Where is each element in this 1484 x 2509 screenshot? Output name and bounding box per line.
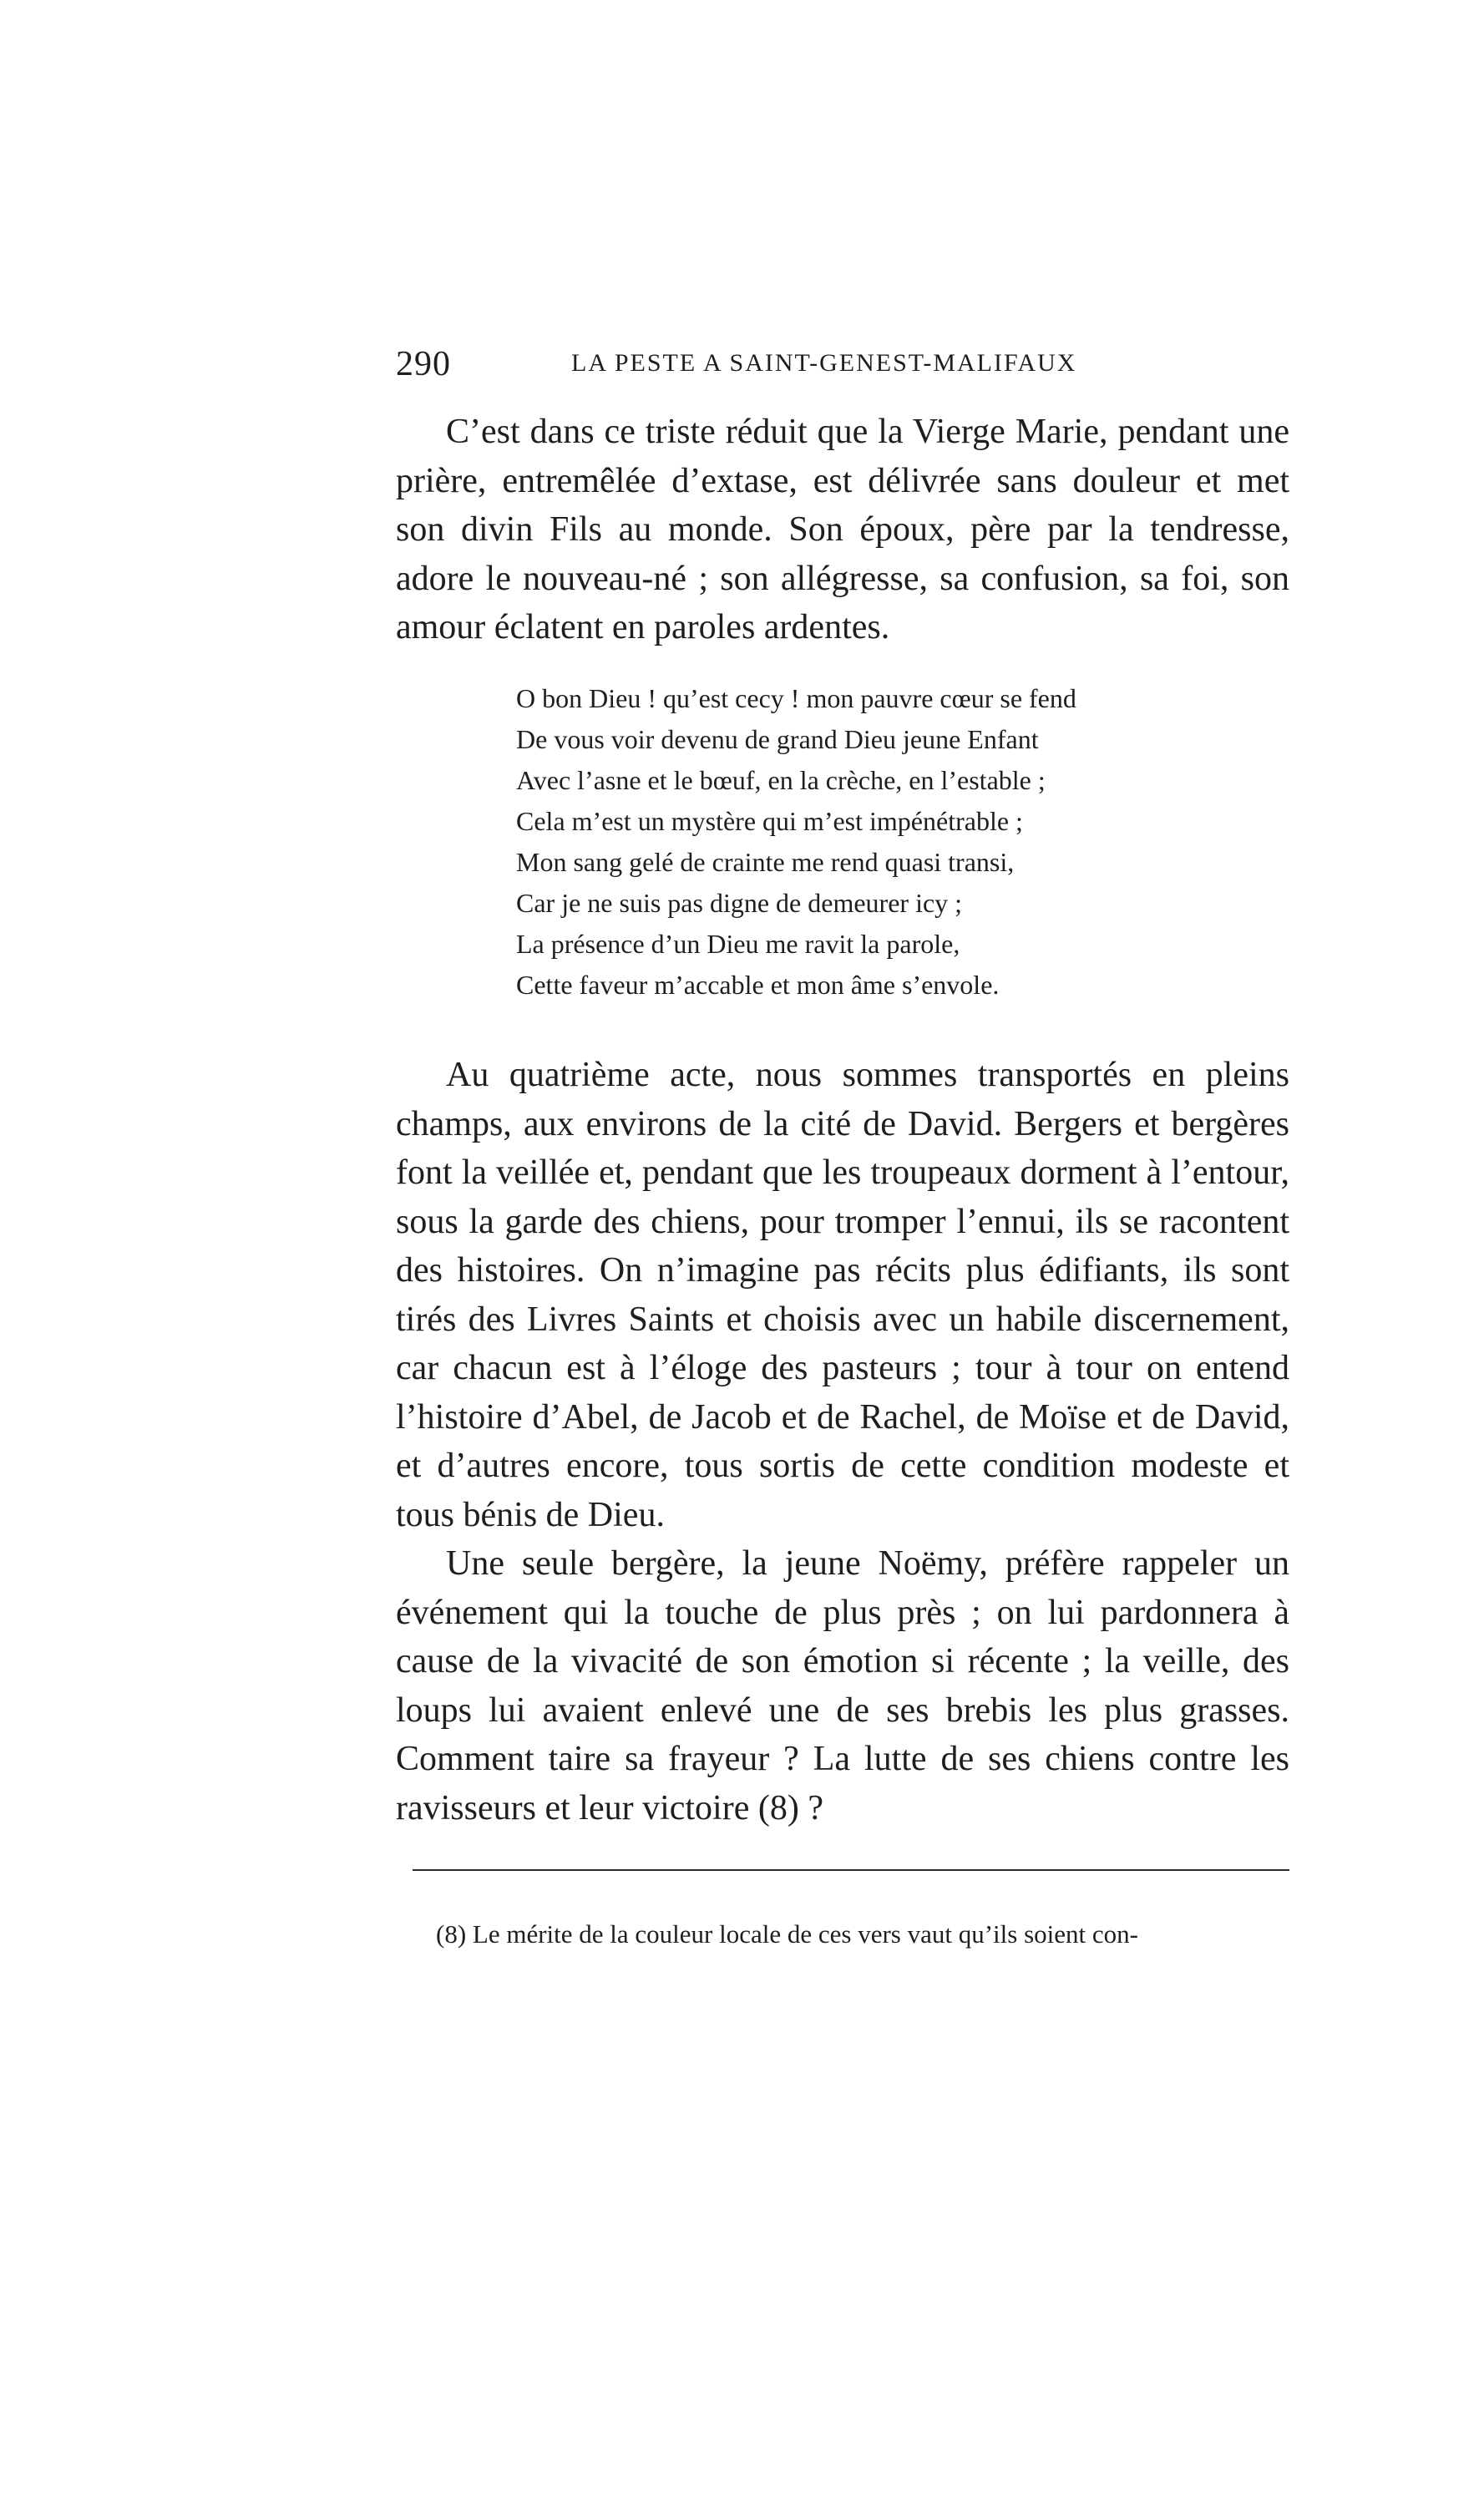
verse-line: Cette faveur m’accable et mon âme s’envole. <box>516 970 1000 1000</box>
verse-line: Car je ne suis pas digne de demeurer icy ; <box>516 888 963 918</box>
verse-line: Mon sang gelé de crainte me rend quasi transi, <box>516 847 1015 877</box>
paragraph: Au quatrième acte, nous sommes transportés en pleins champs, aux environs de la cité de David. Bergers et bergères font la veillée et, pendant que les troupeaux dorment à l’entour, sous la garde des chiens, pour tromper l’ennui, ils se racontent des histoires. On n’imagine pas récits plus édifiants, ils sont tirés des Livres Saints et choisis avec un habile discernement, car chacun est à l’éloge des pasteurs ; tour à tour on entend l’histoire d’Abel, de Jacob et de Rachel, de Moïse et de David, et d’autres encore, tous sortis de cette condition modeste et tous bénis de Dieu. <box>396 1056 1289 1534</box>
paragraph-block-bottom <box>396 1051 1289 1832</box>
verse-quotation <box>516 678 1268 1006</box>
page-number: 290 <box>396 345 451 383</box>
verse-line: O bon Dieu ! qu’est cecy ! mon pauvre cœur se fend <box>516 683 1076 713</box>
verse-line: La présence d’un Dieu me ravit la parole, <box>516 929 960 959</box>
paragraph-block-top <box>396 408 1289 652</box>
verse-line: Avec l’asne et le bœuf, en la crèche, en l’estable ; <box>516 765 1046 795</box>
running-title: LA PESTE A SAINT-GENEST-MALIFAUX <box>571 349 1077 377</box>
paragraph: C’est dans ce triste réduit que la Vierge Marie, pendant une prière, entremêlée d’extase, est délivrée sans douleur et met son divin Fils au monde. Son époux, père par la tendresse, adore le nouveau-né ; son allégresse, sa confusion, sa foi, son amour éclatent en paroles ardentes. <box>396 413 1289 646</box>
verse-line: Cela m’est un mystère qui m’est impénétrable ; <box>516 806 1023 836</box>
page-header <box>396 344 1298 391</box>
footnote-divider <box>413 1869 1289 1871</box>
footnote: (8) Le mérite de la couleur locale de ces vers vaut qu’ils soient con- <box>436 1919 1138 1949</box>
verse-line: De vous voir devenu de grand Dieu jeune Enfant <box>516 724 1039 754</box>
paragraph: Une seule bergère, la jeune Noëmy, préfère rappeler un événement qui la touche de plus près ; on lui pardonnera à cause de la vivacité de son émotion si récente ; la veille, des loups lui avaient enlevé une de ses brebis les plus grasses. Comment taire sa frayeur ? La lutte de ses chiens contre les ravisseurs et leur victoire (8) ? <box>396 1544 1289 1827</box>
